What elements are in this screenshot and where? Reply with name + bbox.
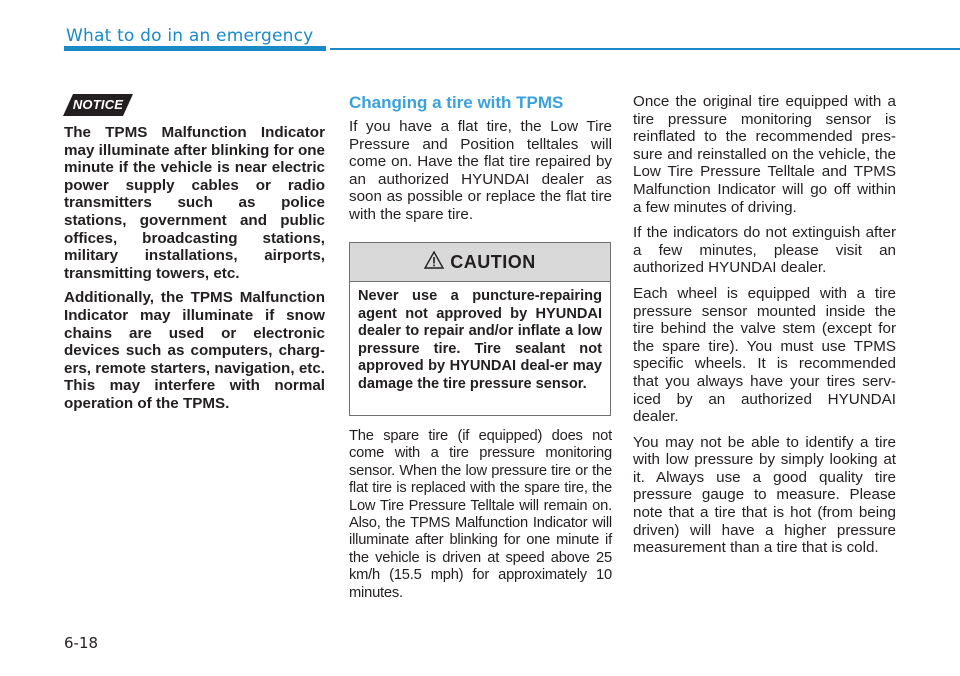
header-rule-thin (330, 48, 960, 50)
spare-tire-text (349, 428, 612, 609)
caution-header (350, 243, 610, 282)
spare-tire-paragraph: The spare tire (if equipped) does not come with a tire pressure monitoring sensor. When the low pressure tire or the flat tire is replaced with the spare tire, the Low Tire Pressure Telltale will remain on. Also, the TPMS Malfunction Indicator will illuminate after blinking for one minute if the vehicle is driven at speed above 25 km/h (15.5 mph) for approximately 10 minutes. (349, 428, 612, 601)
right-paragraph-1: Once the original tire equipped with a tire pressure monitoring sensor is reinflated to the recommended pres-sure and reinstalled on the vehicle, the Low Tire Pressure Telltale and TPMS Malfunction Indicator will go off within a few minutes of driving. (633, 93, 896, 216)
section-title: Changing a tire with TPMS (349, 93, 564, 112)
caution-text: Never use a puncture-repairing agent not approved by HYUNDAI dealer to repair and/or inflate a low pressure tire. Tire sealant not approved by HYUNDAI deal-er may damage the tire pressure sensor. (358, 288, 602, 392)
intro-text (349, 118, 612, 231)
notice-text (64, 124, 325, 420)
notice-paragraph-2: Additionally, the TPMS Malfunction Indicator may illuminate if snow chains are used or electronic devices such as computers, charg-ers, remote starters, navigation, etc. This may interfere with normal operation of the TPMS. (64, 289, 325, 412)
caution-label: CAUTION (450, 251, 536, 272)
notice-paragraph-1: The TPMS Malfunction Indicator may illuminate after blinking for one minute if the vehicle is near electric power supply cables or radio transmitters such as police stations, government and public offices, broadcasting stations, military installations, airports, transmitting towers, etc. (64, 124, 325, 282)
section-header-title: What to do in an emergency (66, 26, 314, 46)
notice-badge-label: NOTICE (72, 97, 124, 112)
right-paragraph-4: You may not be able to identify a tire with low pressure by simply looking at it. Always use a good quality tire pressure gauge to measure. Please note that a tire that is hot (from being driven) will have a higher pressure measurement than a tire that is cold. (633, 433, 896, 557)
warning-triangle-icon (424, 251, 444, 274)
notice-badge (63, 94, 133, 116)
caution-body (350, 282, 610, 394)
right-paragraph-2: If the indicators do not extinguish after a few minutes, please visit an authorized HYUNDAI dealer. (633, 224, 896, 277)
page-number: 6-18 (64, 634, 99, 652)
intro-paragraph: If you have a flat tire, the Low Tire Pressure and Position telltales will come on. Have the flat tire repaired by an authorized HYUNDAI dealer as soon as possible or replace the flat tire with the spare tire. (349, 118, 612, 223)
right-column (633, 93, 896, 565)
right-paragraph-3: Each wheel is equipped with a tire pressure sensor mounted inside the tire behind the valve stem (except for the spare tire). You must use TPMS specific wheels. It is recommended that you always have your tires serv-iced by an authorized HYUNDAI dealer. (633, 284, 896, 426)
caution-box (349, 242, 611, 416)
header-rule-thick (64, 46, 326, 51)
